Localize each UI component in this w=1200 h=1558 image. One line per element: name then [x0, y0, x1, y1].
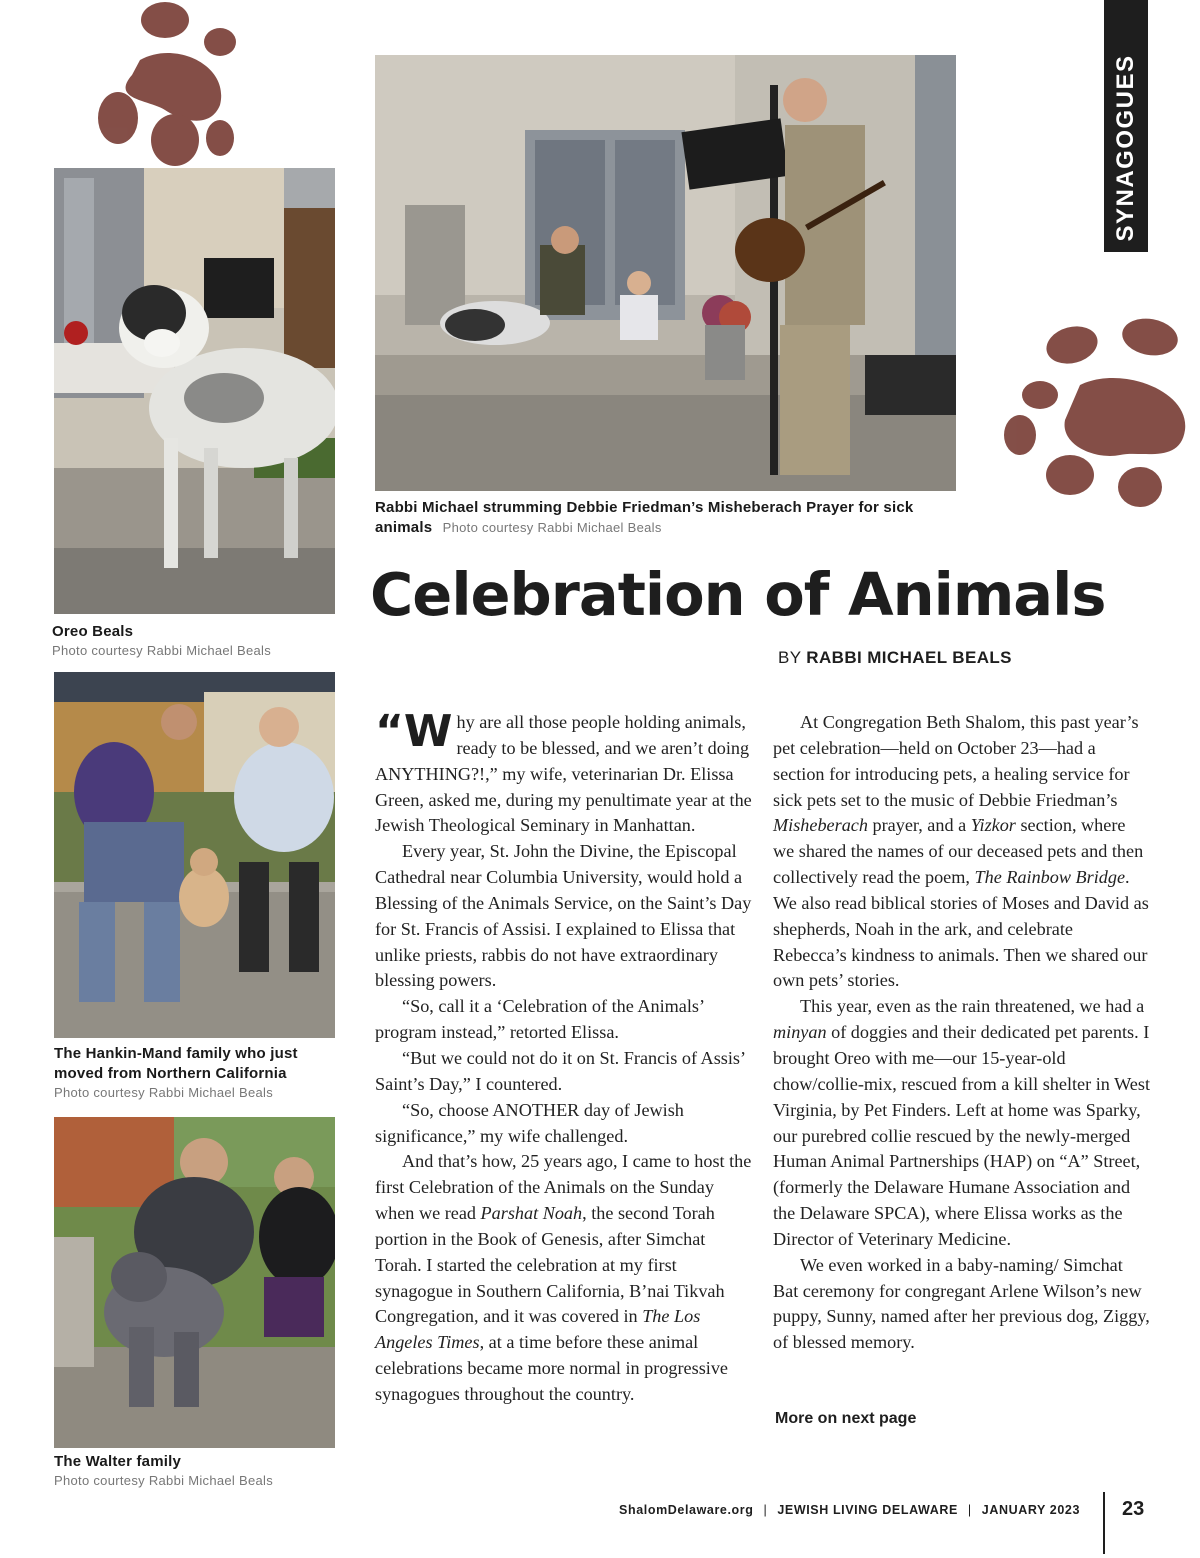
caption-text: The Hankin-Mand family who just	[54, 1045, 298, 1062]
photo-credit: Photo courtesy Rabbi Michael Beals	[54, 1473, 274, 1488]
photo-walter-family	[54, 1117, 335, 1448]
paw-print-icon	[70, 0, 240, 170]
byline	[778, 648, 1012, 668]
paragraph: At Congregation Beth Shalom, this past year’s pet celebration—held on October 23—had a section for introducing pets, a healing service for sick pets set to the music of Debbie Friedman’s Misheberach prayer, and a Yizkor section, where we shared the names of our deceased pets and then collectively read the poem, The Rainbow Bridge. We also read biblical stories of Moses and David as shepherds, Noah in the ark, and celebrate Rebecca’s kindness to animals. Then we shared our own pets’ stories.	[773, 712, 1149, 991]
article-headline: Celebration of Animals	[370, 560, 1106, 629]
paragraph: And that’s how, 25 years ago, I came to host the first Celebration of the Animals on the Sunday when we read Parshat Noah, the second Torah portion in the Book of Genesis, after Simchat Torah. I started the celebration at my first synagogue in Southern California, B’nai Tikvah Congregation, and it was covered in The Los Angeles Times, at a time before these animal celebrations became more normal in progressive synagogues throughout the country.	[375, 1151, 752, 1404]
page-footer: ShalomDelaware.org | JEWISH LIVING DELAWARE | JANUARY 2023	[619, 1503, 1080, 1517]
footer-date: JANUARY 2023	[981, 1503, 1080, 1517]
paragraph: “But we could not do it on St. Francis of Assis’ Saint’s Day,” I countered.	[375, 1047, 745, 1094]
photo-caption	[52, 622, 342, 660]
byline-prefix: BY	[778, 648, 802, 667]
paw-print-icon	[1000, 315, 1200, 515]
photo-oreo	[54, 168, 335, 614]
caption-text: Oreo Beals	[52, 623, 134, 640]
photo-caption	[54, 1452, 344, 1490]
page-number: 23	[1122, 1498, 1145, 1520]
caption-text: Rabbi Michael strumming Debbie Friedman’s Misheberach Prayer for sick animals	[375, 499, 914, 536]
caption-text: moved from Northern California	[54, 1065, 287, 1082]
footer-site[interactable]: ShalomDelaware.org	[619, 1503, 754, 1517]
photo-credit: Photo courtesy Rabbi Michael Beals	[52, 643, 272, 658]
footer-publication: JEWISH LIVING DELAWARE	[777, 1503, 958, 1517]
photo-rabbi-guitar	[375, 55, 956, 491]
drop-cap: “W	[375, 706, 453, 757]
article-column-2	[773, 710, 1151, 1356]
footer-divider	[1103, 1492, 1105, 1554]
caption-text: The Walter family	[54, 1453, 182, 1470]
paragraph: “W hy are all those people holding animals, ready to be blessed, and we aren’t doing ANYTHING?!,” my wife, veterinarian Dr. Elissa Green, asked me, during my penultimate year at the Jewish Theological Seminary in Manhattan.	[375, 706, 752, 836]
continued-link[interactable]: More on next page	[775, 1410, 917, 1427]
section-label: SYNAGOGUES	[1112, 54, 1139, 242]
photo-caption	[375, 498, 945, 538]
paragraph: We even worked in a baby-naming/ Simchat Bat ceremony for congregant Arlene Wilson’s new puppy, Sunny, named after her previous dog, Ziggy, of blessed memory.	[773, 1254, 1150, 1353]
byline-author: RABBI MICHAEL BEALS	[806, 648, 1012, 667]
section-tab	[1104, 0, 1148, 252]
paragraph: Every year, St. John the Divine, the Episcopal Cathedral near Columbia University, would hold a Blessing of the Animals Service, on the Saint’s Day for St. Francis of Assisi. I explained to Elissa that unlike priests, rabbis do not have extraordinary blessing powers.	[375, 841, 752, 991]
photo-credit: Photo courtesy Rabbi Michael Beals	[442, 520, 662, 535]
photo-credit: Photo courtesy Rabbi Michael Beals	[54, 1085, 274, 1100]
paragraph: “So, choose ANOTHER day of Jewish significance,” my wife challenged.	[375, 1099, 684, 1146]
paragraph: This year, even as the rain threatened, we had a minyan of doggies and their dedicated pet parents. I brought Oreo with me—our 15-year-old chow/collie-mix, rescued from a kill shelter in West Virginia, by Pet Finders. Left at home was Sparky, our purebred collie rescued by the newly-merged Human Animal Partnerships (HAP) on “A” Street, (formerly the Delaware Humane Association and the Delaware SPCA), where Elissa works as the Director of Veterinary Medicine.	[773, 996, 1150, 1249]
paragraph: “So, call it a ‘Celebration of the Animals’ program instead,” retorted Elissa.	[375, 996, 704, 1043]
photo-hankin-mand-family	[54, 672, 335, 1038]
article-column-1	[375, 706, 753, 1408]
photo-caption	[54, 1044, 344, 1102]
